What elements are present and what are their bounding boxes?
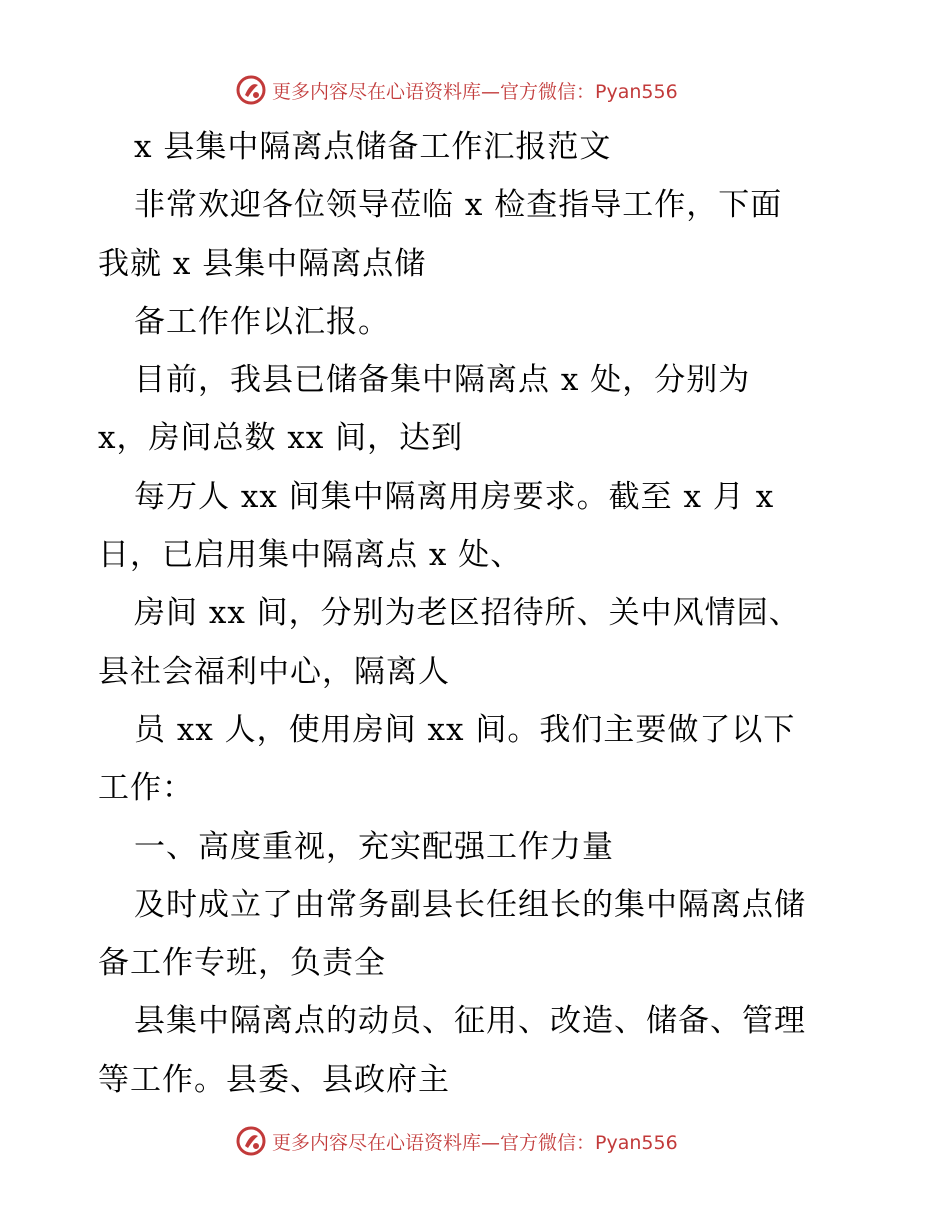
text-line: 非常欢迎各位领导莅临 x 检查指导工作，下面 — [134, 187, 783, 224]
text-line: 县社会福利中心，隔离人 — [98, 653, 450, 690]
header-banner — [236, 73, 678, 107]
text-line: 员 xx 人，使用房间 xx 间。我们主要做了以下 — [134, 711, 796, 748]
text-line: 每万人 xx 间集中隔离用房要求。截至 x 月 x — [134, 478, 775, 515]
section-heading: 一、高度重视，充实配强工作力量 — [134, 828, 614, 865]
document-title: x 县集中隔离点储备工作汇报范文 — [134, 129, 612, 165]
red-swirl-logo-icon — [236, 75, 266, 105]
text-line: 县集中隔离点的动员、征用、改造、储备、管理 — [134, 1003, 806, 1040]
text-line: 房间 xx 间，分别为老区招待所、关中风情园、 — [134, 595, 801, 632]
text-line: 备工作作以汇报。 — [134, 303, 390, 340]
footer-banner-text: 更多内容尽在心语资料库—官方微信：Pyan556 — [272, 1131, 678, 1154]
document-body — [98, 118, 858, 1109]
text-line: 我就 x 县集中隔离点储 — [98, 245, 427, 282]
text-line: x，房间总数 xx 间，达到 — [98, 420, 464, 457]
text-line: 工作： — [98, 770, 194, 807]
text-line: 目前，我县已储备集中隔离点 x 处，分别为 — [134, 362, 751, 399]
text-line: 日，已启用集中隔离点 x 处、 — [98, 537, 523, 574]
footer-banner — [236, 1124, 678, 1158]
text-line: 备工作专班，负责全 — [98, 945, 386, 982]
header-banner-text: 更多内容尽在心语资料库—官方微信：Pyan556 — [272, 80, 678, 103]
text-line: 及时成立了由常务副县长任组长的集中隔离点储 — [134, 886, 806, 923]
text-line: 等工作。县委、县政府主 — [98, 1061, 450, 1098]
red-swirl-logo-icon — [236, 1126, 266, 1156]
